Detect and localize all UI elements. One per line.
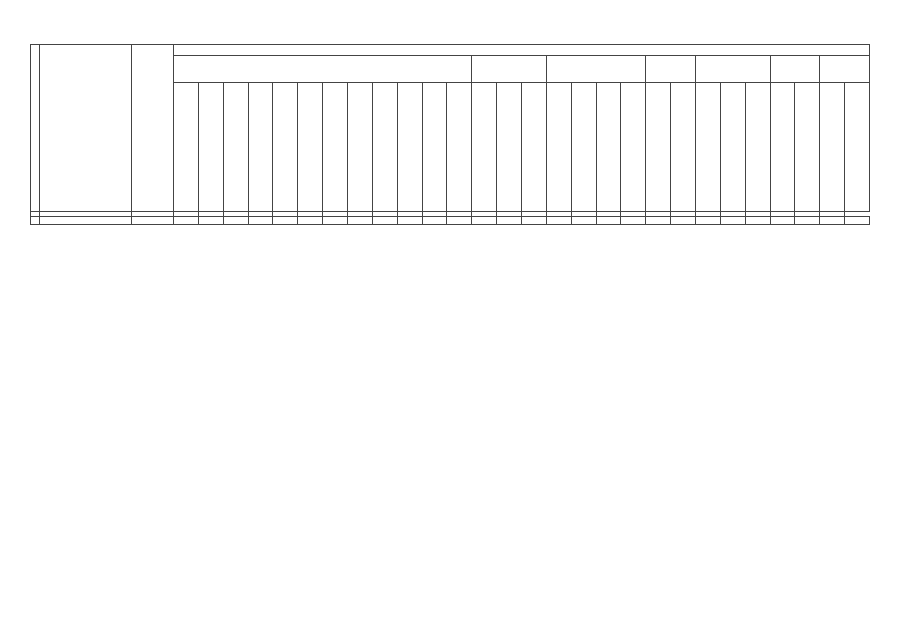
table-row — [31, 217, 870, 225]
value-cell — [298, 217, 323, 225]
value-cell — [372, 217, 397, 225]
value-cell — [546, 217, 571, 225]
value-cell — [497, 217, 522, 225]
column-header — [571, 83, 596, 212]
subgroup-header — [820, 56, 870, 83]
value-cell — [323, 217, 348, 225]
subgroup-header — [696, 56, 771, 83]
header-group-row — [31, 45, 870, 56]
column-header — [447, 83, 472, 212]
code-column-header — [132, 45, 174, 212]
value-cell — [820, 217, 845, 225]
row-id — [31, 217, 40, 225]
value-cell — [795, 217, 820, 225]
column-header — [696, 83, 721, 212]
subgroup-header — [770, 56, 820, 83]
column-header — [223, 83, 248, 212]
column-header — [770, 83, 795, 212]
subgroup-header — [646, 56, 696, 83]
value-cell — [472, 217, 497, 225]
report-sheet — [30, 44, 870, 632]
column-header — [422, 83, 447, 212]
value-cell — [397, 217, 422, 225]
value-cell — [174, 217, 199, 225]
column-header — [596, 83, 621, 212]
column-header — [720, 83, 745, 212]
column-header — [646, 83, 671, 212]
value-cell — [422, 217, 447, 225]
column-header — [198, 83, 223, 212]
column-header — [671, 83, 696, 212]
value-cell — [646, 217, 671, 225]
value-cell — [621, 217, 646, 225]
column-header — [323, 83, 348, 212]
column-header — [845, 83, 870, 212]
column-header — [372, 83, 397, 212]
subgroup-header — [546, 56, 645, 83]
value-cell — [522, 217, 547, 225]
row-id-header — [31, 45, 40, 212]
column-header — [497, 83, 522, 212]
column-header — [472, 83, 497, 212]
column-header — [795, 83, 820, 212]
value-cell — [596, 217, 621, 225]
column-header — [397, 83, 422, 212]
value-cell — [720, 217, 745, 225]
column-header — [174, 83, 199, 212]
value-cell — [273, 217, 298, 225]
column-header — [273, 83, 298, 212]
column-header — [298, 83, 323, 212]
name-column-header — [40, 45, 132, 212]
value-cell — [248, 217, 273, 225]
value-cell — [770, 217, 795, 225]
row-name — [40, 217, 132, 225]
column-header — [348, 83, 373, 212]
subgroup-header — [174, 56, 472, 83]
column-header — [621, 83, 646, 212]
subgroup-header — [472, 56, 547, 83]
column-header — [745, 83, 770, 212]
value-cell — [447, 217, 472, 225]
top-group-header — [174, 45, 870, 56]
value-cell — [696, 217, 721, 225]
row-code — [132, 217, 174, 225]
column-header — [820, 83, 845, 212]
column-header — [546, 83, 571, 212]
value-cell — [845, 217, 870, 225]
column-header — [248, 83, 273, 212]
data-table — [30, 44, 870, 225]
value-cell — [198, 217, 223, 225]
value-cell — [571, 217, 596, 225]
table-body — [31, 217, 870, 225]
value-cell — [348, 217, 373, 225]
value-cell — [671, 217, 696, 225]
value-cell — [223, 217, 248, 225]
value-cell — [745, 217, 770, 225]
column-header — [522, 83, 547, 212]
